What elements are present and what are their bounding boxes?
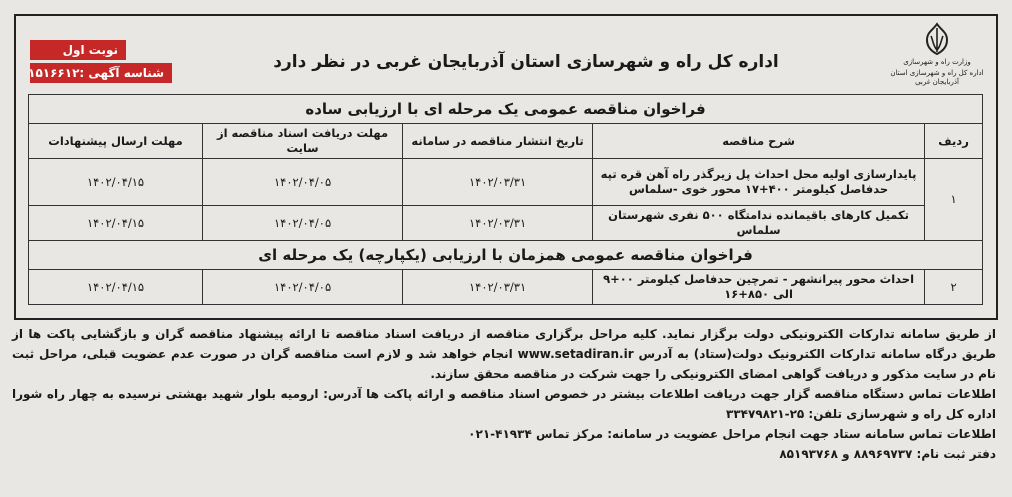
row-number: ۲	[925, 270, 983, 305]
col-header-doc-deadline: مهلت دریافت اسناد مناقصه از سایت	[203, 124, 403, 159]
ministry-logo	[882, 22, 992, 84]
body-paragraph-3: اطلاعات تماس سامانه ستاد جهت انجام مراحل عضویت در سامانه: مرکز تماس ۴۱۹۳۴-۰۲۱	[468, 427, 996, 441]
body-para1-part-a: از طریق سامانه تدارکات الکترونیکی دولت برگزار نماید. کلیه مراحل برگزاری مناقصه از دریافت اسناد مناقصه تا ارائه پیشنهاد مناقصه گران و بازگشایی پاکت ها از طریق درگاه سامانه تدارکات الکترونیک دولت(ستاد) به آدرس	[12, 327, 996, 361]
table-header-row	[29, 124, 983, 159]
col-header-publish-date: تاریخ انتشار مناقصه در سامانه	[403, 124, 593, 159]
col-header-row: ردیف	[925, 124, 983, 159]
body-paragraph-4: دفتر ثبت نام: ۸۸۹۶۹۷۳۷ و ۸۵۱۹۳۷۶۸	[779, 447, 996, 461]
row-publish-date: ۱۴۰۲/۰۳/۳۱	[403, 159, 593, 206]
row-description: تکمیل کارهای باقیمانده ندامتگاه ۵۰۰ نفری شهرستان سلماس	[593, 206, 925, 241]
section1-title: فراخوان مناقصه عمومی یک مرحله ای با ارزیابی ساده	[29, 95, 983, 124]
col-header-description: شرح مناقصه	[593, 124, 925, 159]
row-submit-deadline: ۱۴۰۲/۰۴/۱۵	[29, 159, 203, 206]
emblem-icon	[921, 22, 953, 56]
tender-table	[28, 94, 983, 305]
row-doc-deadline: ۱۴۰۲/۰۴/۰۵	[203, 270, 403, 305]
website-link[interactable]: www.setadiran.ir	[517, 347, 634, 361]
body-para1-part-b: انجام خواهد شد و لازم است مناقصه گران در صورت عدم عضویت قبلی، مراحل ثبت نام در سایت مذکور و دریافت گواهی امضای الکترونیکی را جهت شرکت در مناقصه محقق سازند.	[12, 347, 996, 381]
row-submit-deadline: ۱۴۰۲/۰۴/۱۵	[29, 270, 203, 305]
round-badge	[30, 40, 126, 60]
logo-line2: اداره کل راه و شهرسازی استان آذربایجان غربی	[890, 69, 984, 86]
row-number: ۱	[925, 159, 983, 241]
ad-id-label: شناسه آگهی :	[79, 66, 164, 80]
row-description: احداث محور پیرانشهر - تمرچین حدفاصل کیلومتر ۰۰+۹ الی ۸۵۰+۱۶	[593, 270, 925, 305]
body-paragraph-2: اطلاعات تماس دستگاه مناقصه گزار جهت دریافت اطلاعات بیشتر در خصوص اسناد مناقصه و ارائه پاکت ها آدرس: ارومیه بلوار شهید بهشتی نرسیده به چهار راه شورا اداره کل راه و شهرسازی تلفن: ۲۵-۳۳۴۷۹۸۲۱	[12, 387, 996, 421]
row-description-line2: حدفاصل کیلومتر ۴۰۰+۱۷ محور خوی -سلماس	[628, 182, 889, 196]
col-header-submit-deadline: مهلت ارسال پیشنهادات	[29, 124, 203, 159]
row-submit-deadline: ۱۴۰۲/۰۴/۱۵	[29, 206, 203, 241]
row-publish-date: ۱۴۰۲/۰۳/۳۱	[403, 270, 593, 305]
table-row	[29, 270, 983, 305]
table-row	[29, 206, 983, 241]
ad-id-badge	[30, 63, 172, 83]
row-publish-date: ۱۴۰۲/۰۳/۳۱	[403, 206, 593, 241]
notice-body	[12, 324, 996, 464]
header-title: اداره کل راه و شهرسازی استان آذربایجان غربی در نظر دارد	[273, 52, 779, 72]
section2-title: فراخوان مناقصه عمومی همزمان با ارزیابی (یکپارچه) یک مرحله ای	[29, 241, 983, 270]
row-doc-deadline: ۱۴۰۲/۰۴/۰۵	[203, 159, 403, 206]
table-row	[29, 159, 983, 206]
logo-line1: وزارت راه و شهرسازی	[903, 58, 971, 66]
row-description	[593, 159, 925, 206]
ad-id-value: ۱۵۱۶۶۱۲	[28, 66, 80, 80]
round-label: نوبت اول	[62, 43, 118, 57]
body-paragraph-1	[12, 324, 996, 384]
row-description-line1: پایدارسازی اولیه محل احداث پل زیرگذر راه آهن قره تپه	[600, 167, 917, 181]
row-doc-deadline: ۱۴۰۲/۰۴/۰۵	[203, 206, 403, 241]
